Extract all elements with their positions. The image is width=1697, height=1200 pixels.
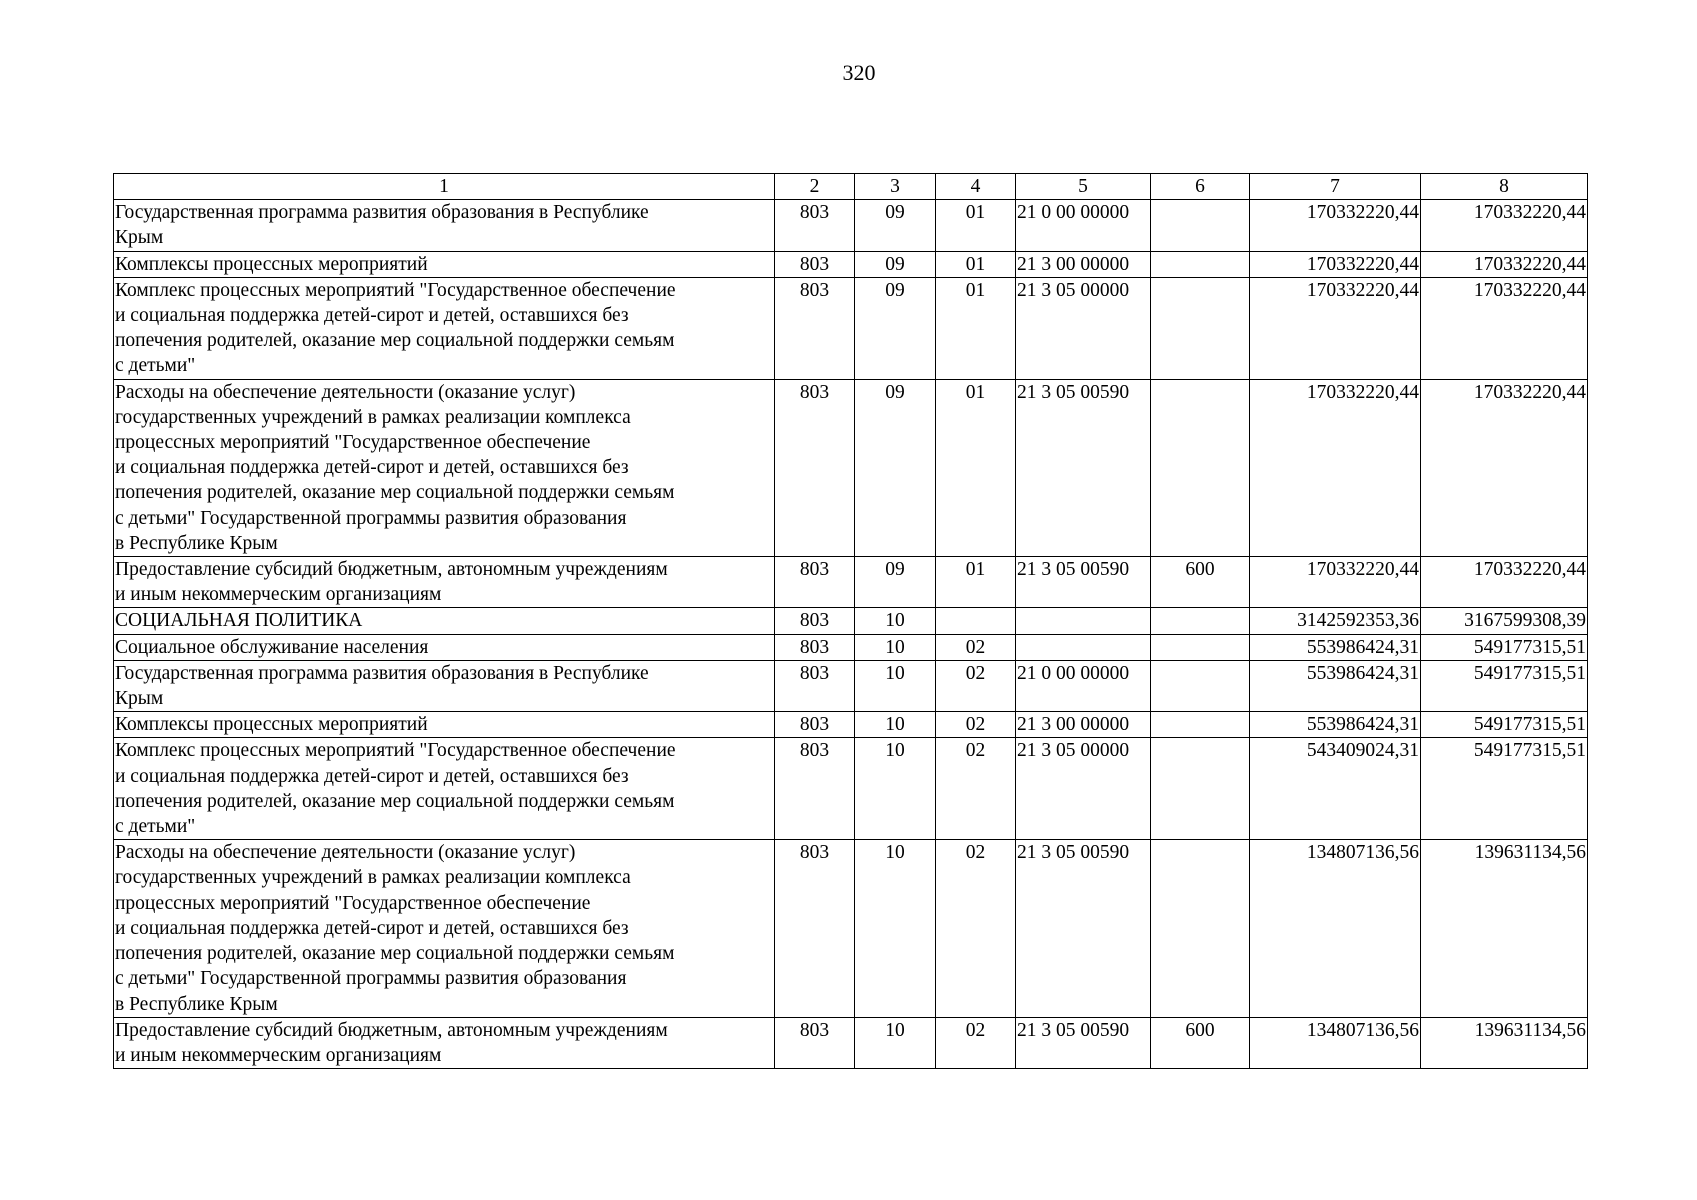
description-line: Предоставление субсидий бюджетным, автономным учреждениям xyxy=(115,1019,668,1041)
cell-subsection-code: 01 xyxy=(936,379,1016,556)
description-line: СОЦИАЛЬНАЯ ПОЛИТИКА xyxy=(115,610,363,632)
cell-chapter-code: 09 xyxy=(855,251,936,277)
description-line: попечения родителей, оказание мер социальной поддержки семьям xyxy=(115,943,675,965)
header-cell-4: 4 xyxy=(936,174,1016,200)
cell-target-article-code: 21 3 00 00000 xyxy=(1016,251,1151,277)
description-line: государственных учреждений в рамках реализации комплекса xyxy=(115,867,631,889)
table-row xyxy=(114,1017,1588,1068)
cell-description xyxy=(114,608,775,634)
cell-chapter-code: 10 xyxy=(855,712,936,738)
cell-section-code: 803 xyxy=(775,634,855,660)
cell-subsection-code: 01 xyxy=(936,251,1016,277)
cell-chapter-code: 10 xyxy=(855,738,936,840)
description-line: процессных мероприятий "Государственное обеспечение xyxy=(115,432,591,454)
description-line: в Республике Крым xyxy=(115,993,278,1015)
header-cell-8: 8 xyxy=(1421,174,1588,200)
description-line: с детьми" Государственной программы развития образования xyxy=(115,968,627,990)
description-line: попечения родителей, оказание мер социальной поддержки семьям xyxy=(115,330,675,352)
cell-description xyxy=(114,712,775,738)
table-header-row xyxy=(114,174,1588,200)
table-row xyxy=(114,712,1588,738)
table-row xyxy=(114,251,1588,277)
cell-section-code: 803 xyxy=(775,251,855,277)
cell-amount-year-1: 553986424,31 xyxy=(1250,712,1421,738)
cell-section-code: 803 xyxy=(775,557,855,608)
cell-expense-type-code: 600 xyxy=(1151,557,1250,608)
description-line: Государственная программа развития образования в Республике xyxy=(115,202,649,224)
cell-description xyxy=(114,379,775,556)
cell-amount-year-2: 139631134,56 xyxy=(1421,1017,1588,1068)
cell-amount-year-1: 134807136,56 xyxy=(1250,840,1421,1017)
cell-amount-year-2: 549177315,51 xyxy=(1421,634,1588,660)
description-line: Комплексы процессных мероприятий xyxy=(115,253,428,275)
cell-target-article-code: 21 0 00 00000 xyxy=(1016,660,1151,711)
cell-target-article-code xyxy=(1016,634,1151,660)
cell-amount-year-1: 170332220,44 xyxy=(1250,200,1421,251)
cell-expense-type-code xyxy=(1151,712,1250,738)
table-row xyxy=(114,379,1588,556)
cell-subsection-code: 02 xyxy=(936,634,1016,660)
table-row xyxy=(114,277,1588,379)
cell-amount-year-1: 170332220,44 xyxy=(1250,251,1421,277)
cell-chapter-code: 09 xyxy=(855,379,936,556)
cell-expense-type-code xyxy=(1151,200,1250,251)
cell-amount-year-2: 170332220,44 xyxy=(1421,379,1588,556)
cell-amount-year-2: 170332220,44 xyxy=(1421,251,1588,277)
cell-chapter-code: 09 xyxy=(855,200,936,251)
cell-target-article-code: 21 3 00 00000 xyxy=(1016,712,1151,738)
cell-expense-type-code: 600 xyxy=(1151,1017,1250,1068)
cell-description xyxy=(114,738,775,840)
cell-chapter-code: 10 xyxy=(855,840,936,1017)
cell-amount-year-1: 170332220,44 xyxy=(1250,277,1421,379)
description-line: и иным некоммерческим организациям xyxy=(115,584,442,606)
description-line: Комплекс процессных мероприятий "Государственное обеспечение xyxy=(115,279,676,301)
cell-description xyxy=(114,634,775,660)
description-line: процессных мероприятий "Государственное обеспечение xyxy=(115,892,591,914)
header-cell-1: 1 xyxy=(114,174,775,200)
cell-target-article-code: 21 3 05 00590 xyxy=(1016,1017,1151,1068)
cell-amount-year-1: 553986424,31 xyxy=(1250,634,1421,660)
description-line: и социальная поддержка детей-сирот и детей, оставшихся без xyxy=(115,305,629,327)
cell-amount-year-2: 549177315,51 xyxy=(1421,712,1588,738)
description-line: и социальная поддержка детей-сирот и детей, оставшихся без xyxy=(115,917,629,939)
cell-expense-type-code xyxy=(1151,277,1250,379)
cell-subsection-code: 02 xyxy=(936,660,1016,711)
description-line: с детьми" xyxy=(115,816,196,838)
table-row xyxy=(114,200,1588,251)
cell-section-code: 803 xyxy=(775,608,855,634)
cell-section-code: 803 xyxy=(775,379,855,556)
cell-section-code: 803 xyxy=(775,712,855,738)
cell-description xyxy=(114,660,775,711)
description-line: Комплексы процессных мероприятий xyxy=(115,714,428,736)
cell-amount-year-1: 543409024,31 xyxy=(1250,738,1421,840)
cell-subsection-code: 02 xyxy=(936,712,1016,738)
description-line: Комплекс процессных мероприятий "Государственное обеспечение xyxy=(115,740,676,762)
description-line: государственных учреждений в рамках реализации комплекса xyxy=(115,406,631,428)
cell-amount-year-2: 170332220,44 xyxy=(1421,557,1588,608)
description-line: попечения родителей, оказание мер социальной поддержки семьям xyxy=(115,790,675,812)
cell-subsection-code: 02 xyxy=(936,840,1016,1017)
description-line: попечения родителей, оказание мер социальной поддержки семьям xyxy=(115,482,675,504)
cell-chapter-code: 10 xyxy=(855,660,936,711)
cell-target-article-code: 21 3 05 00000 xyxy=(1016,738,1151,840)
description-line: Социальное обслуживание населения xyxy=(115,636,429,658)
cell-amount-year-2: 3167599308,39 xyxy=(1421,608,1588,634)
cell-description xyxy=(114,200,775,251)
cell-target-article-code xyxy=(1016,608,1151,634)
description-line: в Республике Крым xyxy=(115,532,278,554)
cell-expense-type-code xyxy=(1151,608,1250,634)
description-line: с детьми" xyxy=(115,355,196,377)
cell-section-code: 803 xyxy=(775,840,855,1017)
cell-description xyxy=(114,557,775,608)
cell-amount-year-1: 170332220,44 xyxy=(1250,557,1421,608)
cell-target-article-code: 21 3 05 00590 xyxy=(1016,379,1151,556)
cell-amount-year-2: 170332220,44 xyxy=(1421,200,1588,251)
description-line: Расходы на обеспечение деятельности (оказание услуг) xyxy=(115,842,576,864)
cell-section-code: 803 xyxy=(775,1017,855,1068)
cell-amount-year-2: 170332220,44 xyxy=(1421,277,1588,379)
cell-description xyxy=(114,251,775,277)
cell-expense-type-code xyxy=(1151,738,1250,840)
cell-section-code: 803 xyxy=(775,200,855,251)
description-line: и социальная поддержка детей-сирот и детей, оставшихся без xyxy=(115,457,629,479)
cell-section-code: 803 xyxy=(775,660,855,711)
cell-subsection-code: 01 xyxy=(936,200,1016,251)
cell-description xyxy=(114,840,775,1017)
description-line: Крым xyxy=(115,227,164,249)
cell-subsection-code: 01 xyxy=(936,277,1016,379)
table-row xyxy=(114,634,1588,660)
cell-subsection-code: 02 xyxy=(936,738,1016,840)
cell-subsection-code xyxy=(936,608,1016,634)
cell-section-code: 803 xyxy=(775,738,855,840)
cell-chapter-code: 09 xyxy=(855,557,936,608)
description-line: и иным некоммерческим организациям xyxy=(115,1044,442,1066)
table-row xyxy=(114,660,1588,711)
header-cell-6: 6 xyxy=(1151,174,1250,200)
cell-expense-type-code xyxy=(1151,840,1250,1017)
cell-target-article-code: 21 3 05 00000 xyxy=(1016,277,1151,379)
cell-amount-year-1: 3142592353,36 xyxy=(1250,608,1421,634)
cell-amount-year-2: 139631134,56 xyxy=(1421,840,1588,1017)
cell-expense-type-code xyxy=(1151,251,1250,277)
cell-description xyxy=(114,277,775,379)
description-line: Расходы на обеспечение деятельности (оказание услуг) xyxy=(115,381,576,403)
table-row xyxy=(114,557,1588,608)
cell-chapter-code: 10 xyxy=(855,634,936,660)
cell-expense-type-code xyxy=(1151,379,1250,556)
description-line: с детьми" Государственной программы развития образования xyxy=(115,507,627,529)
cell-target-article-code: 21 0 00 00000 xyxy=(1016,200,1151,251)
cell-amount-year-2: 549177315,51 xyxy=(1421,738,1588,840)
description-line: Крым xyxy=(115,688,164,710)
cell-target-article-code: 21 3 05 00590 xyxy=(1016,557,1151,608)
cell-amount-year-1: 170332220,44 xyxy=(1250,379,1421,556)
cell-expense-type-code xyxy=(1151,660,1250,711)
cell-chapter-code: 10 xyxy=(855,1017,936,1068)
description-line: Предоставление субсидий бюджетным, автономным учреждениям xyxy=(115,559,668,581)
cell-subsection-code: 02 xyxy=(936,1017,1016,1068)
description-line: Государственная программа развития образования в Республике xyxy=(115,662,649,684)
header-cell-5: 5 xyxy=(1016,174,1151,200)
header-cell-7: 7 xyxy=(1250,174,1421,200)
cell-amount-year-1: 553986424,31 xyxy=(1250,660,1421,711)
cell-section-code: 803 xyxy=(775,277,855,379)
page-number: 320 xyxy=(842,60,876,85)
cell-subsection-code: 01 xyxy=(936,557,1016,608)
budget-table xyxy=(113,173,1588,1069)
cell-expense-type-code xyxy=(1151,634,1250,660)
table-row xyxy=(114,840,1588,1017)
cell-chapter-code: 10 xyxy=(855,608,936,634)
cell-amount-year-1: 134807136,56 xyxy=(1250,1017,1421,1068)
table-body xyxy=(114,174,1588,1069)
table-row xyxy=(114,608,1588,634)
description-line: и социальная поддержка детей-сирот и детей, оставшихся без xyxy=(115,765,629,787)
header-cell-3: 3 xyxy=(855,174,936,200)
cell-amount-year-2: 549177315,51 xyxy=(1421,660,1588,711)
cell-target-article-code: 21 3 05 00590 xyxy=(1016,840,1151,1017)
header-cell-2: 2 xyxy=(775,174,855,200)
cell-chapter-code: 09 xyxy=(855,277,936,379)
cell-description xyxy=(114,1017,775,1068)
table-row xyxy=(114,738,1588,840)
